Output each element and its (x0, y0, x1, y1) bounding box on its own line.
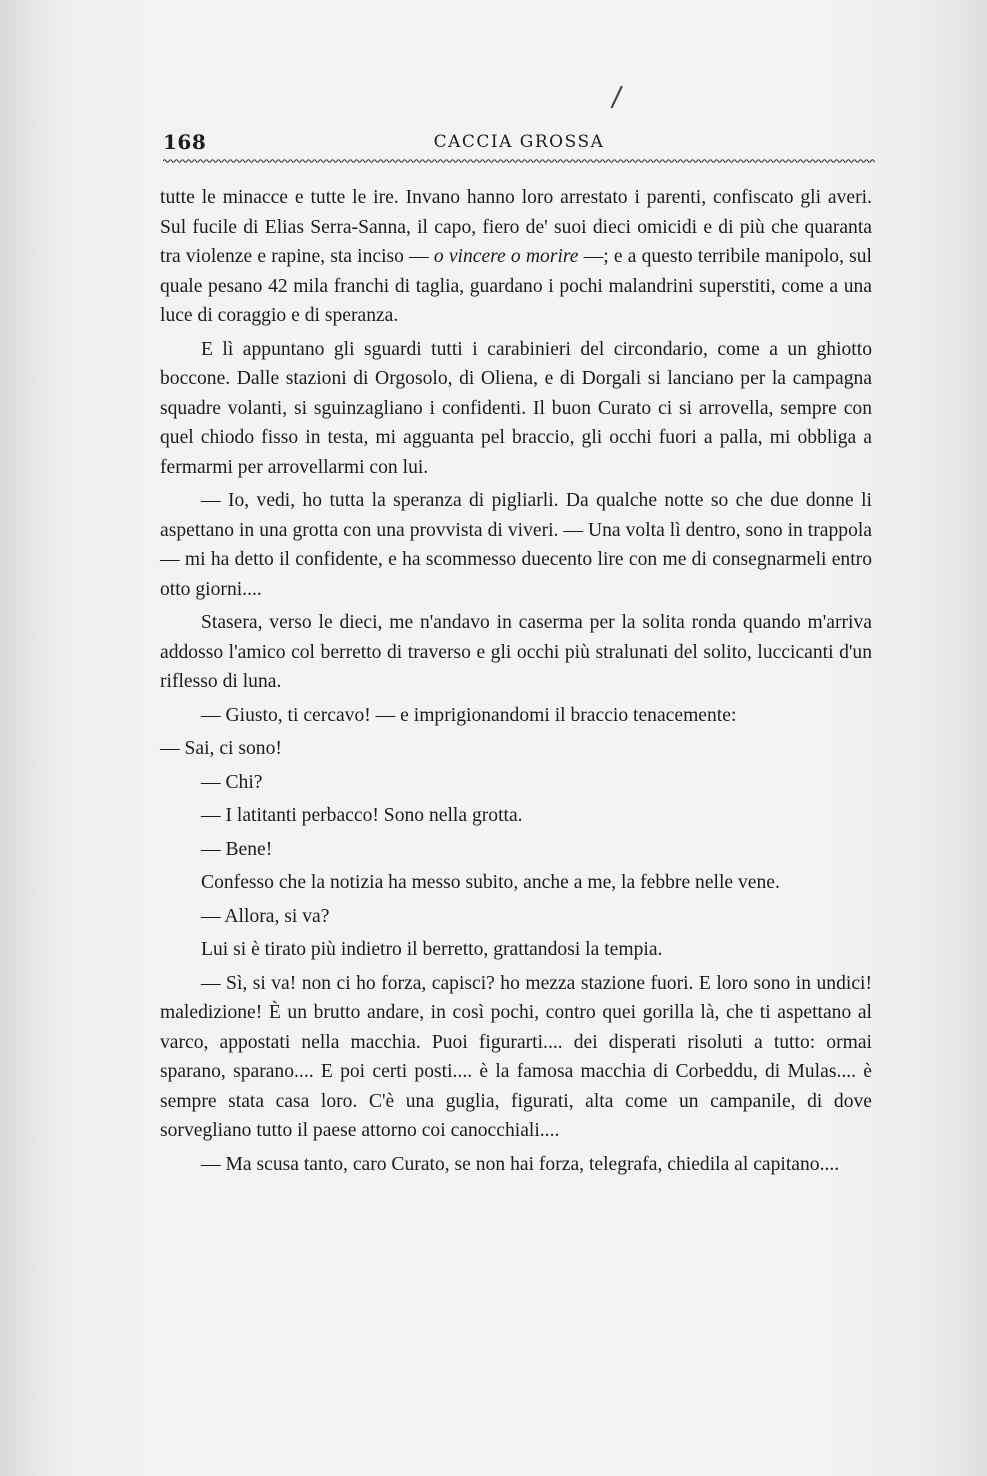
running-title: CACCIA GROSSA (433, 132, 605, 152)
paragraph-6: — Sai, ci sono! (160, 738, 282, 759)
paragraph-2: E lì appuntano gli sguardi tutti i carabinieri del circondario, come a un ghiotto boccone. Dalle stazioni di Orgosolo, di Oliena, e di Dorgali si lanciano per la campagna squadre volanti, si sguinzagliano i confidenti. Il buon Curato ci si arrovella, sempre con quel chiodo fisso in testa, mi agguanta pel braccio, gli occhi fuori a palla, mi obbliga a fermarmi per arrovellarmi con lui. (160, 338, 872, 478)
body-text (160, 183, 872, 1179)
paragraph-7: — Chi? (201, 771, 263, 793)
stray-pen-mark: / (609, 79, 624, 114)
paragraph-9: — Bene! (201, 838, 273, 860)
paragraph-14: — Ma scusa tanto, caro Curato, se non hai forza, telegrafa, chiedila al capitano.... (201, 1153, 840, 1175)
paragraph-5: — Giusto, ti cercavo! — e imprigionandomi il braccio tenacemente: (201, 704, 737, 726)
header-wavy-rule (163, 158, 875, 164)
paragraph-4: Stasera, verso le dieci, me n'andavo in caserma per la solita ronda quando m'arriva addosso l'amico col berretto di traverso e gli occhi più stralunati del solito, luccicanti d'un riflesso di luna. (160, 612, 872, 692)
paragraph-12: Lui si è tirato più indietro il berretto, grattandosi la tempia. (201, 939, 663, 960)
italic-motto: o vincere o morire (433, 246, 579, 267)
paragraph-3: — Io, vedi, ho tutta la speranza di pigliarli. Da qualche notte so che due donne li aspettano in una grotta con una provvista di viveri. — Una volta lì dentro, sono in trappola — mi ha detto il confidente, e ha scommesso duecento lire con me di consegnarmeli entro otto giorni.... (160, 490, 872, 600)
paragraph-1: tutte le minacce e tutte le ire. Invano hanno loro arrestato i parenti, confiscato gli averi. Sul fucile di Elias Serra-Sanna, il capo, fiero de' suoi dieci omicidi e di più che quaranta tra violenze e rapine, sta inciso — o vincere o morire —; e a questo terribile manipolo, sul quale pesano 42 mila franchi di taglia, guardano i pochi malandrini superstiti, come a una luce di coraggio e di speranza. (160, 187, 873, 326)
page-number: 168 (163, 130, 207, 154)
paragraph-10: Confesso che la notizia ha messo subito, anche a me, la febbre nelle vene. (201, 872, 780, 893)
page-header (163, 128, 875, 158)
paragraph-13: — Sì, si va! non ci ho forza, capisci? ho mezza stazione fuori. E loro sono in undici! maledizione! È un brutto andare, in così pochi, contro quei gorilla là, che ti aspettano al varco, appostati nella macchia. Puoi figurarti.... dei disperati risoluti a tutto: ormai sparano, sparano.... E poi certi posti.... è la famosa macchia di Corbeddu, di Mulas.... è sempre stata casa loro. C'è una guglia, figurati, alta come un campanile, di dove sorvegliano tutto il paese attorno coi canocchiali.... (160, 972, 872, 1141)
paragraph-11: — Allora, si va? (201, 905, 330, 927)
paragraph-8: — I latitanti perbacco! Sono nella grotta. (201, 805, 523, 826)
